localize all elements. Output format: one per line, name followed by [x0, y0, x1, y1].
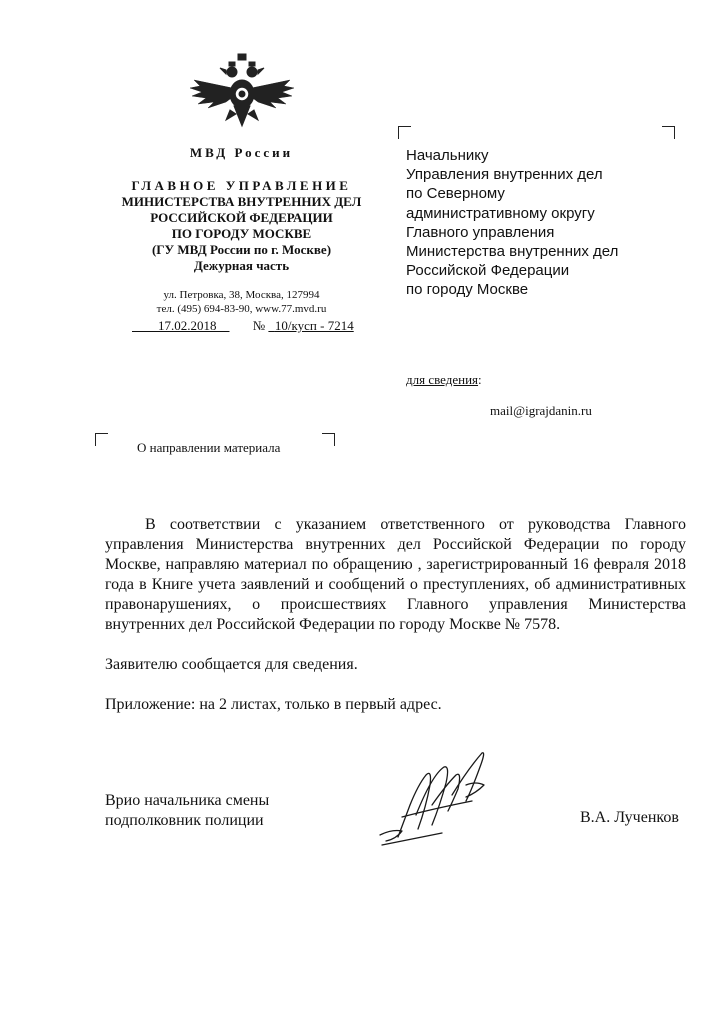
recipient-line: Главного управления — [406, 223, 555, 241]
hq-line-2: МИНИСТЕРСТВА ВНУТРЕННИХ ДЕЛ — [121, 194, 362, 209]
body-paragraph-2: Заявителю сообщается для сведения. — [105, 656, 358, 673]
address: ул. Петровка, 38, Москва, 127994 — [163, 289, 320, 301]
letter-body — [105, 515, 686, 715]
subject-line: О направлении материала — [137, 440, 281, 455]
signatory-title-line-1: Врио начальника смены — [105, 792, 270, 809]
body-paragraph-1: В соответствии с указанием ответственного от руководства Главного управления Министерства внутренних дел Российской Федерации по городу Москве, направляю материал по обращению , зарегистрированный 16 февраля 2018 года в Книге учета заявлений и сообщений о преступлениях, об административных правонарушениях, о происшествиях Главного управления Министерства внутренних дел Российской Федерации по городу Москве № 7578. — [105, 516, 686, 633]
recipient-block — [406, 146, 618, 300]
number-sign: № — [252, 318, 266, 333]
recipient-bracket-right — [662, 126, 675, 139]
double-headed-eagle-icon — [186, 50, 298, 134]
signatory-title — [105, 791, 269, 831]
recipient-line: Министерства внутренних дел — [406, 243, 619, 261]
hq-short-name: (ГУ МВД России по г. Москве) — [151, 242, 332, 257]
handwritten-signature-icon — [372, 745, 502, 855]
recipient-line: административному округу — [406, 204, 595, 222]
recipient-line: Начальнику — [406, 147, 489, 164]
contacts: тел. (495) 694-83-90, www.77.mvd.ru — [156, 303, 327, 315]
body-paragraph-3: Приложение: на 2 листах, только в первый адрес. — [105, 696, 442, 713]
hq-name — [100, 178, 383, 258]
ministry-name: МВД России — [189, 145, 294, 160]
recipient-line: Управления внутренних дел — [406, 166, 603, 184]
recipient-line: по городу Москве — [406, 281, 529, 299]
recipient-line: Российской Федерации — [406, 262, 570, 280]
hq-line-4: ПО ГОРОДУ МОСКВЕ — [171, 226, 312, 241]
registration-number: 10/кусп - 7214 — [274, 318, 354, 333]
signatory-name: В.А. Лученков — [580, 809, 679, 826]
sender-block — [100, 145, 383, 316]
registration-line — [132, 318, 354, 334]
hq-line-3: РОССИЙСКОЙ ФЕДЕРАЦИИ — [150, 210, 333, 225]
recipient-line: по Северному — [406, 185, 505, 203]
copy-label: для сведения: — [406, 372, 482, 387]
address-block — [100, 288, 383, 316]
recipient-bracket-left — [398, 126, 411, 139]
subject-bracket-left — [95, 433, 108, 446]
copy-email: mail@igrajdanin.ru — [490, 403, 592, 418]
department-name: Дежурная часть — [193, 258, 290, 273]
document-date: 17.02.2018 — [158, 318, 217, 333]
signatory-title-line-2: подполковник полиции — [105, 812, 264, 829]
subject-bracket-right — [322, 433, 335, 446]
hq-title: ГЛАВНОЕ УПРАВЛЕНИЕ — [131, 178, 352, 193]
